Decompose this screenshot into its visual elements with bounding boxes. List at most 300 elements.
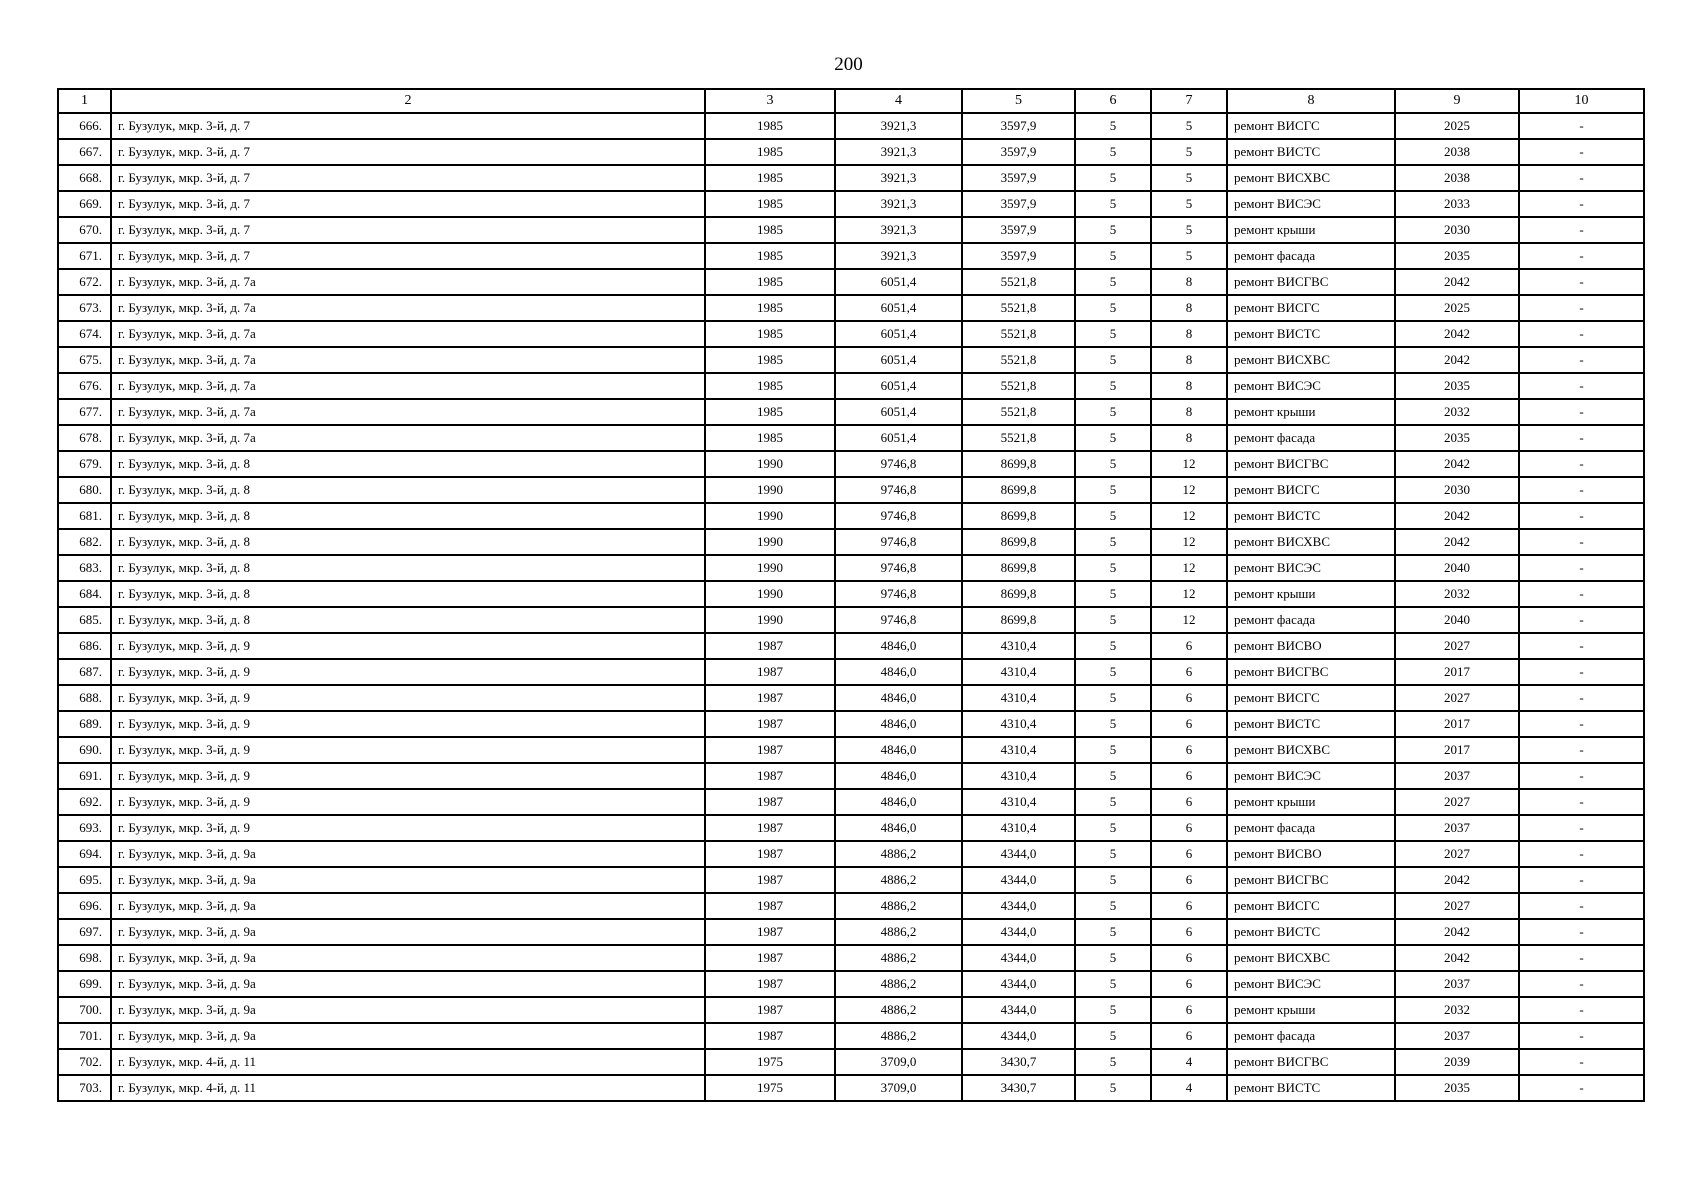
table-cell-col-10: -: [1519, 113, 1644, 139]
table-row: [58, 165, 1644, 191]
table-cell-col-10: -: [1519, 581, 1644, 607]
table-row: [58, 139, 1644, 165]
table-cell-col-9: 2035: [1395, 243, 1519, 269]
table-cell-col-8: ремонт ВИСГВС: [1227, 659, 1395, 685]
table-cell-col-8: ремонт ВИСХВС: [1227, 347, 1395, 373]
table-cell-col-3: 1985: [705, 217, 835, 243]
table-cell-col-6: 5: [1075, 503, 1151, 529]
table-cell-col-2: г. Бузулук, мкр. 3-й, д. 8: [111, 503, 705, 529]
table-cell-col-1: 668.: [58, 165, 111, 191]
table-cell-col-3: 1987: [705, 867, 835, 893]
table-cell-col-2: г. Бузулук, мкр. 3-й, д. 9: [111, 633, 705, 659]
table-cell-col-6: 5: [1075, 945, 1151, 971]
table-cell-col-10: -: [1519, 633, 1644, 659]
table-cell-col-6: 5: [1075, 607, 1151, 633]
table-cell-col-5: 5521,8: [962, 295, 1075, 321]
table-cell-col-4: 9746,8: [835, 451, 962, 477]
table-cell-col-9: 2042: [1395, 269, 1519, 295]
table-cell-col-8: ремонт ВИСГВС: [1227, 451, 1395, 477]
column-header-7: 7: [1151, 89, 1227, 113]
table-cell-col-7: 12: [1151, 451, 1227, 477]
table-cell-col-6: 5: [1075, 1049, 1151, 1075]
table-cell-col-7: 12: [1151, 607, 1227, 633]
table-cell-col-10: -: [1519, 347, 1644, 373]
table-row: [58, 737, 1644, 763]
table-cell-col-1: 688.: [58, 685, 111, 711]
table-cell-col-8: ремонт ВИСВО: [1227, 633, 1395, 659]
table-cell-col-9: 2037: [1395, 763, 1519, 789]
table-cell-col-6: 5: [1075, 347, 1151, 373]
table-cell-col-4: 4886,2: [835, 971, 962, 997]
table-cell-col-6: 5: [1075, 321, 1151, 347]
table-row: [58, 217, 1644, 243]
table-row: [58, 1075, 1644, 1101]
table-cell-col-5: 4310,4: [962, 659, 1075, 685]
table-cell-col-5: 4310,4: [962, 737, 1075, 763]
table-cell-col-6: 5: [1075, 529, 1151, 555]
table-cell-col-9: 2042: [1395, 347, 1519, 373]
table-cell-col-2: г. Бузулук, мкр. 3-й, д. 7а: [111, 399, 705, 425]
table-cell-col-1: 699.: [58, 971, 111, 997]
table-cell-col-8: ремонт ВИСВО: [1227, 841, 1395, 867]
table-row: [58, 633, 1644, 659]
table-cell-col-4: 4886,2: [835, 997, 962, 1023]
table-cell-col-7: 8: [1151, 269, 1227, 295]
table-row: [58, 347, 1644, 373]
table-cell-col-8: ремонт ВИСТС: [1227, 711, 1395, 737]
table-cell-col-3: 1990: [705, 451, 835, 477]
table-cell-col-6: 5: [1075, 737, 1151, 763]
table-cell-col-1: 679.: [58, 451, 111, 477]
table-cell-col-4: 3921,3: [835, 243, 962, 269]
table-cell-col-4: 4846,0: [835, 659, 962, 685]
table-cell-col-7: 6: [1151, 815, 1227, 841]
table-cell-col-4: 6051,4: [835, 347, 962, 373]
table-row: [58, 503, 1644, 529]
table-cell-col-10: -: [1519, 295, 1644, 321]
table-cell-col-6: 5: [1075, 763, 1151, 789]
table-cell-col-2: г. Бузулук, мкр. 4-й, д. 11: [111, 1075, 705, 1101]
table-cell-col-3: 1975: [705, 1049, 835, 1075]
table-cell-col-10: -: [1519, 1023, 1644, 1049]
table-cell-col-9: 2042: [1395, 451, 1519, 477]
table-cell-col-1: 673.: [58, 295, 111, 321]
table-cell-col-1: 676.: [58, 373, 111, 399]
table-cell-col-4: 6051,4: [835, 373, 962, 399]
table-cell-col-10: -: [1519, 893, 1644, 919]
table-cell-col-6: 5: [1075, 373, 1151, 399]
table-cell-col-1: 678.: [58, 425, 111, 451]
table-cell-col-2: г. Бузулук, мкр. 3-й, д. 9: [111, 763, 705, 789]
table-cell-col-8: ремонт ВИСЭС: [1227, 971, 1395, 997]
table-row: [58, 789, 1644, 815]
table-row: [58, 685, 1644, 711]
table-row: [58, 763, 1644, 789]
table-row: [58, 399, 1644, 425]
table-cell-col-7: 4: [1151, 1075, 1227, 1101]
table-cell-col-1: 683.: [58, 555, 111, 581]
table-cell-col-8: ремонт фасада: [1227, 815, 1395, 841]
table-cell-col-5: 3597,9: [962, 165, 1075, 191]
table-row: [58, 425, 1644, 451]
table-cell-col-8: ремонт ВИСТС: [1227, 139, 1395, 165]
table-cell-col-6: 5: [1075, 841, 1151, 867]
table-cell-col-4: 9746,8: [835, 503, 962, 529]
table-cell-col-7: 6: [1151, 867, 1227, 893]
table-cell-col-4: 9746,8: [835, 529, 962, 555]
table-cell-col-8: ремонт ВИСХВС: [1227, 529, 1395, 555]
table-cell-col-3: 1987: [705, 1023, 835, 1049]
column-header-3: 3: [705, 89, 835, 113]
table-cell-col-2: г. Бузулук, мкр. 3-й, д. 9а: [111, 841, 705, 867]
table-cell-col-1: 672.: [58, 269, 111, 295]
table-cell-col-2: г. Бузулук, мкр. 3-й, д. 7: [111, 165, 705, 191]
table-cell-col-9: 2035: [1395, 373, 1519, 399]
table-cell-col-7: 6: [1151, 919, 1227, 945]
table-row: [58, 1023, 1644, 1049]
table-cell-col-10: -: [1519, 763, 1644, 789]
table-cell-col-5: 3597,9: [962, 113, 1075, 139]
table-row: [58, 529, 1644, 555]
table-cell-col-10: -: [1519, 529, 1644, 555]
table-cell-col-10: -: [1519, 1075, 1644, 1101]
table-cell-col-3: 1985: [705, 399, 835, 425]
table-cell-col-7: 8: [1151, 425, 1227, 451]
table-cell-col-6: 5: [1075, 191, 1151, 217]
table-cell-col-7: 6: [1151, 841, 1227, 867]
table-cell-col-8: ремонт ВИСЭС: [1227, 763, 1395, 789]
table-cell-col-9: 2027: [1395, 685, 1519, 711]
table-cell-col-9: 2025: [1395, 295, 1519, 321]
table-cell-col-4: 3921,3: [835, 113, 962, 139]
table-cell-col-2: г. Бузулук, мкр. 3-й, д. 7а: [111, 321, 705, 347]
table-cell-col-3: 1975: [705, 1075, 835, 1101]
table-cell-col-7: 8: [1151, 347, 1227, 373]
table-cell-col-7: 6: [1151, 789, 1227, 815]
table-cell-col-9: 2042: [1395, 867, 1519, 893]
table-cell-col-5: 8699,8: [962, 555, 1075, 581]
table-cell-col-1: 691.: [58, 763, 111, 789]
table-cell-col-1: 666.: [58, 113, 111, 139]
table-cell-col-3: 1987: [705, 815, 835, 841]
table-cell-col-9: 2017: [1395, 737, 1519, 763]
table-cell-col-7: 12: [1151, 477, 1227, 503]
table-cell-col-10: -: [1519, 477, 1644, 503]
table-cell-col-3: 1987: [705, 763, 835, 789]
table-cell-col-1: 687.: [58, 659, 111, 685]
table-cell-col-3: 1987: [705, 685, 835, 711]
table-cell-col-5: 4310,4: [962, 685, 1075, 711]
table-cell-col-8: ремонт ВИСТС: [1227, 503, 1395, 529]
table-body: [58, 113, 1644, 1101]
table-cell-col-3: 1990: [705, 555, 835, 581]
table-cell-col-7: 12: [1151, 503, 1227, 529]
table-cell-col-4: 4886,2: [835, 945, 962, 971]
table-cell-col-7: 6: [1151, 685, 1227, 711]
table-cell-col-7: 5: [1151, 217, 1227, 243]
table-cell-col-6: 5: [1075, 399, 1151, 425]
table-cell-col-6: 5: [1075, 269, 1151, 295]
table-cell-col-10: -: [1519, 841, 1644, 867]
column-header-6: 6: [1075, 89, 1151, 113]
table-cell-col-4: 4846,0: [835, 789, 962, 815]
table-cell-col-6: 5: [1075, 711, 1151, 737]
table-cell-col-7: 8: [1151, 295, 1227, 321]
table-cell-col-9: 2027: [1395, 633, 1519, 659]
table-cell-col-10: -: [1519, 399, 1644, 425]
table-cell-col-9: 2042: [1395, 321, 1519, 347]
table-cell-col-3: 1987: [705, 945, 835, 971]
table-cell-col-7: 6: [1151, 1023, 1227, 1049]
table-cell-col-3: 1987: [705, 971, 835, 997]
column-header-1: 1: [58, 89, 111, 113]
table-cell-col-2: г. Бузулук, мкр. 3-й, д. 7: [111, 139, 705, 165]
table-cell-col-9: 2032: [1395, 399, 1519, 425]
table-cell-col-9: 2040: [1395, 555, 1519, 581]
table-cell-col-7: 12: [1151, 529, 1227, 555]
table-cell-col-9: 2038: [1395, 165, 1519, 191]
table-cell-col-9: 2037: [1395, 971, 1519, 997]
table-cell-col-1: 686.: [58, 633, 111, 659]
table-cell-col-1: 669.: [58, 191, 111, 217]
table-cell-col-8: ремонт ВИСГВС: [1227, 269, 1395, 295]
table-cell-col-10: -: [1519, 373, 1644, 399]
table-header-row: [58, 89, 1644, 113]
table-cell-col-5: 8699,8: [962, 451, 1075, 477]
table-cell-col-6: 5: [1075, 295, 1151, 321]
table-cell-col-7: 6: [1151, 997, 1227, 1023]
table-cell-col-4: 4846,0: [835, 815, 962, 841]
table-cell-col-2: г. Бузулук, мкр. 3-й, д. 9а: [111, 919, 705, 945]
table-cell-col-5: 4344,0: [962, 971, 1075, 997]
table-cell-col-4: 3709,0: [835, 1075, 962, 1101]
table-cell-col-4: 6051,4: [835, 425, 962, 451]
table-cell-col-10: -: [1519, 789, 1644, 815]
table-cell-col-9: 2039: [1395, 1049, 1519, 1075]
table-row: [58, 373, 1644, 399]
table-cell-col-2: г. Бузулук, мкр. 3-й, д. 9а: [111, 867, 705, 893]
table-cell-col-8: ремонт крыши: [1227, 217, 1395, 243]
table-cell-col-6: 5: [1075, 451, 1151, 477]
table-cell-col-9: 2017: [1395, 659, 1519, 685]
table-cell-col-3: 1990: [705, 477, 835, 503]
table-cell-col-6: 5: [1075, 1023, 1151, 1049]
table-cell-col-10: -: [1519, 191, 1644, 217]
table-cell-col-10: -: [1519, 139, 1644, 165]
table-cell-col-5: 8699,8: [962, 581, 1075, 607]
table-cell-col-5: 5521,8: [962, 321, 1075, 347]
table-cell-col-10: -: [1519, 1049, 1644, 1075]
table-cell-col-2: г. Бузулук, мкр. 3-й, д. 8: [111, 581, 705, 607]
table-cell-col-5: 3597,9: [962, 191, 1075, 217]
table-cell-col-2: г. Бузулук, мкр. 3-й, д. 7: [111, 243, 705, 269]
table-cell-col-4: 6051,4: [835, 269, 962, 295]
table-cell-col-1: 682.: [58, 529, 111, 555]
table-cell-col-1: 685.: [58, 607, 111, 633]
table-cell-col-5: 3597,9: [962, 139, 1075, 165]
table-cell-col-9: 2042: [1395, 919, 1519, 945]
table-cell-col-3: 1990: [705, 529, 835, 555]
table-row: [58, 971, 1644, 997]
table-cell-col-8: ремонт ВИСТС: [1227, 919, 1395, 945]
table-cell-col-8: ремонт крыши: [1227, 789, 1395, 815]
table-row: [58, 893, 1644, 919]
table-row: [58, 659, 1644, 685]
table-cell-col-2: г. Бузулук, мкр. 3-й, д. 7а: [111, 373, 705, 399]
table-cell-col-8: ремонт крыши: [1227, 581, 1395, 607]
table-cell-col-1: 684.: [58, 581, 111, 607]
table-cell-col-5: 5521,8: [962, 399, 1075, 425]
table-cell-col-5: 3430,7: [962, 1049, 1075, 1075]
table-cell-col-4: 4846,0: [835, 711, 962, 737]
table-cell-col-7: 6: [1151, 763, 1227, 789]
table-cell-col-3: 1987: [705, 789, 835, 815]
table-cell-col-10: -: [1519, 555, 1644, 581]
table-cell-col-6: 5: [1075, 113, 1151, 139]
table-cell-col-9: 2042: [1395, 529, 1519, 555]
table-cell-col-2: г. Бузулук, мкр. 3-й, д. 9а: [111, 997, 705, 1023]
table-cell-col-10: -: [1519, 659, 1644, 685]
table-cell-col-1: 698.: [58, 945, 111, 971]
table-cell-col-2: г. Бузулук, мкр. 3-й, д. 9а: [111, 1023, 705, 1049]
table-cell-col-6: 5: [1075, 581, 1151, 607]
table-cell-col-6: 5: [1075, 1075, 1151, 1101]
table-cell-col-6: 5: [1075, 243, 1151, 269]
table-row: [58, 321, 1644, 347]
table-cell-col-1: 674.: [58, 321, 111, 347]
table-cell-col-6: 5: [1075, 789, 1151, 815]
table-cell-col-6: 5: [1075, 217, 1151, 243]
table-row: [58, 711, 1644, 737]
table-cell-col-1: 670.: [58, 217, 111, 243]
table-row: [58, 945, 1644, 971]
table-cell-col-9: 2027: [1395, 789, 1519, 815]
table-cell-col-6: 5: [1075, 659, 1151, 685]
table-cell-col-4: 4886,2: [835, 841, 962, 867]
table-cell-col-9: 2032: [1395, 997, 1519, 1023]
table-cell-col-5: 4344,0: [962, 919, 1075, 945]
table-cell-col-9: 2038: [1395, 139, 1519, 165]
table-cell-col-8: ремонт ВИСГВС: [1227, 867, 1395, 893]
table-cell-col-9: 2042: [1395, 945, 1519, 971]
table-cell-col-8: ремонт ВИСГВС: [1227, 1049, 1395, 1075]
table-cell-col-10: -: [1519, 321, 1644, 347]
table-cell-col-2: г. Бузулук, мкр. 3-й, д. 7: [111, 113, 705, 139]
table-cell-col-3: 1987: [705, 633, 835, 659]
table-cell-col-3: 1985: [705, 191, 835, 217]
table-cell-col-4: 4846,0: [835, 633, 962, 659]
table-cell-col-8: ремонт ВИСГС: [1227, 295, 1395, 321]
table-cell-col-6: 5: [1075, 815, 1151, 841]
table-cell-col-3: 1987: [705, 919, 835, 945]
column-header-9: 9: [1395, 89, 1519, 113]
table-cell-col-3: 1987: [705, 737, 835, 763]
table-cell-col-2: г. Бузулук, мкр. 3-й, д. 8: [111, 451, 705, 477]
table-cell-col-5: 5521,8: [962, 425, 1075, 451]
table-cell-col-5: 4310,4: [962, 711, 1075, 737]
table-cell-col-10: -: [1519, 217, 1644, 243]
table-cell-col-5: 8699,8: [962, 607, 1075, 633]
table-cell-col-8: ремонт ВИСХВС: [1227, 165, 1395, 191]
table-cell-col-8: ремонт фасада: [1227, 607, 1395, 633]
table-row: [58, 997, 1644, 1023]
table-cell-col-6: 5: [1075, 971, 1151, 997]
table-cell-col-4: 4886,2: [835, 893, 962, 919]
table-cell-col-6: 5: [1075, 997, 1151, 1023]
table-cell-col-1: 675.: [58, 347, 111, 373]
table-cell-col-1: 689.: [58, 711, 111, 737]
table-cell-col-7: 6: [1151, 945, 1227, 971]
table-cell-col-2: г. Бузулук, мкр. 3-й, д. 9: [111, 659, 705, 685]
table-cell-col-10: -: [1519, 945, 1644, 971]
column-header-8: 8: [1227, 89, 1395, 113]
table-cell-col-9: 2017: [1395, 711, 1519, 737]
table-cell-col-3: 1987: [705, 711, 835, 737]
table-cell-col-1: 671.: [58, 243, 111, 269]
table-row: [58, 113, 1644, 139]
table-cell-col-5: 4310,4: [962, 789, 1075, 815]
table-cell-col-9: 2035: [1395, 1075, 1519, 1101]
table-cell-col-9: 2042: [1395, 503, 1519, 529]
table-cell-col-10: -: [1519, 425, 1644, 451]
table-cell-col-6: 5: [1075, 919, 1151, 945]
column-header-4: 4: [835, 89, 962, 113]
table-cell-col-9: 2025: [1395, 113, 1519, 139]
table-cell-col-3: 1985: [705, 165, 835, 191]
table-cell-col-7: 8: [1151, 373, 1227, 399]
table-cell-col-4: 9746,8: [835, 607, 962, 633]
table-cell-col-4: 3921,3: [835, 191, 962, 217]
table-cell-col-1: 697.: [58, 919, 111, 945]
column-header-10: 10: [1519, 89, 1644, 113]
table-cell-col-5: 4344,0: [962, 841, 1075, 867]
table-row: [58, 919, 1644, 945]
table-cell-col-4: 6051,4: [835, 321, 962, 347]
table-cell-col-2: г. Бузулук, мкр. 3-й, д. 7а: [111, 347, 705, 373]
table-cell-col-5: 5521,8: [962, 373, 1075, 399]
table-cell-col-5: 4344,0: [962, 1023, 1075, 1049]
table-cell-col-2: г. Бузулук, мкр. 3-й, д. 8: [111, 529, 705, 555]
table-cell-col-8: ремонт фасада: [1227, 1023, 1395, 1049]
table-cell-col-2: г. Бузулук, мкр. 3-й, д. 8: [111, 607, 705, 633]
table-cell-col-3: 1990: [705, 607, 835, 633]
table-cell-col-8: ремонт крыши: [1227, 997, 1395, 1023]
table-cell-col-1: 702.: [58, 1049, 111, 1075]
table-cell-col-3: 1985: [705, 347, 835, 373]
table-cell-col-5: 5521,8: [962, 269, 1075, 295]
table-cell-col-4: 9746,8: [835, 477, 962, 503]
table-cell-col-9: 2035: [1395, 425, 1519, 451]
table-cell-col-7: 6: [1151, 971, 1227, 997]
table-cell-col-2: г. Бузулук, мкр. 3-й, д. 7: [111, 217, 705, 243]
table-cell-col-8: ремонт ВИСЭС: [1227, 373, 1395, 399]
table-cell-col-5: 8699,8: [962, 477, 1075, 503]
column-header-5: 5: [962, 89, 1075, 113]
table-cell-col-2: г. Бузулук, мкр. 3-й, д. 8: [111, 555, 705, 581]
table-cell-col-7: 12: [1151, 555, 1227, 581]
table-cell-col-1: 680.: [58, 477, 111, 503]
table-cell-col-5: 4344,0: [962, 997, 1075, 1023]
table-cell-col-8: ремонт ВИСЭС: [1227, 555, 1395, 581]
table-cell-col-4: 4886,2: [835, 867, 962, 893]
table-cell-col-2: г. Бузулук, мкр. 3-й, д. 9: [111, 711, 705, 737]
table-cell-col-3: 1985: [705, 321, 835, 347]
table-cell-col-3: 1990: [705, 503, 835, 529]
table-cell-col-7: 5: [1151, 113, 1227, 139]
table-cell-col-4: 6051,4: [835, 399, 962, 425]
table-cell-col-8: ремонт ВИСХВС: [1227, 737, 1395, 763]
table-cell-col-10: -: [1519, 607, 1644, 633]
